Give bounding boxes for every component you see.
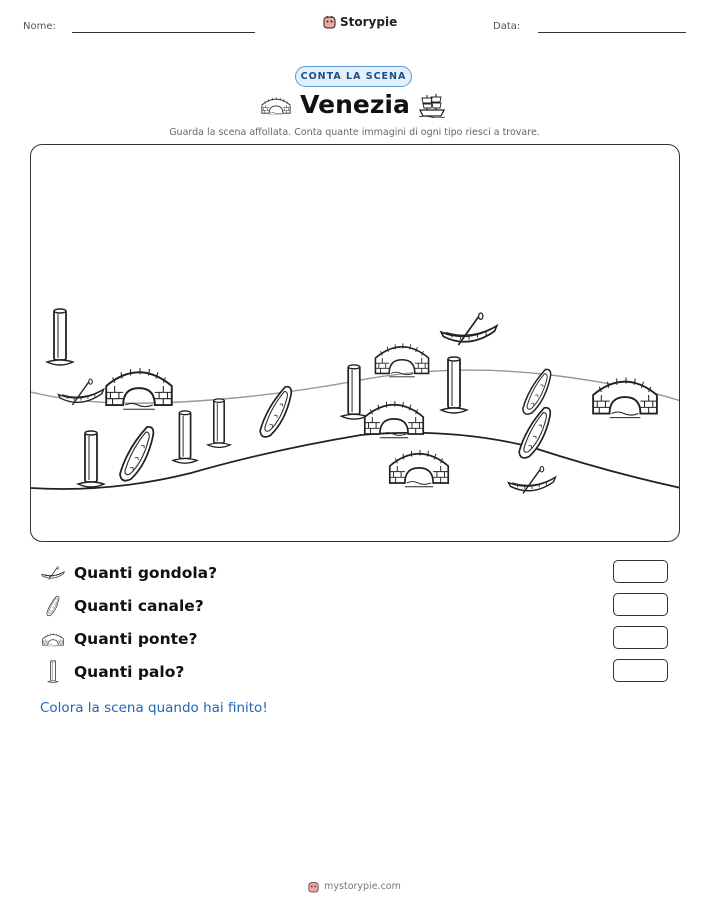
name-field[interactable] — [72, 32, 255, 33]
section-badge: CONTA LA SCENA — [295, 66, 412, 87]
question-label: Quanti palo? — [74, 663, 185, 681]
coloring-note: Colora la scena quando hai finito! — [40, 700, 268, 716]
footer-url[interactable]: mystorypie.com — [324, 881, 401, 892]
storypie-mascot-icon — [323, 14, 336, 29]
answer-box-canal[interactable] — [613, 593, 668, 616]
pole-1 — [47, 309, 73, 365]
brand-name: Storypie — [340, 14, 398, 29]
storypie-mascot-icon — [308, 880, 319, 893]
question-row-bridge — [40, 626, 670, 652]
pole-icon — [40, 661, 66, 683]
brand-logo — [323, 14, 397, 29]
bridge-icon — [40, 628, 66, 650]
answer-box-pole[interactable] — [613, 659, 668, 682]
scene-frame — [30, 144, 680, 542]
pole-4 — [208, 399, 231, 448]
answer-box-bridge[interactable] — [613, 626, 668, 649]
ship-icon — [417, 92, 447, 118]
bridge-5 — [593, 378, 657, 418]
pole-6 — [441, 357, 467, 413]
pole-3 — [173, 411, 197, 463]
canal-1 — [120, 427, 153, 481]
gondola-icon — [40, 562, 66, 584]
question-row-canal — [40, 593, 670, 619]
date-field[interactable] — [538, 32, 686, 33]
question-label: Quanti canale? — [74, 597, 204, 615]
bridge-4 — [390, 450, 448, 487]
bridge-2 — [375, 343, 428, 376]
scene-canvas — [31, 145, 680, 542]
canal-icon — [40, 595, 66, 617]
footer — [0, 880, 709, 893]
question-row-pole — [40, 659, 670, 685]
date-label: Data: — [493, 21, 521, 32]
gondola-2 — [441, 313, 496, 345]
question-label: Quanti gondola? — [74, 564, 218, 582]
gondola-3 — [509, 467, 556, 494]
question-row-gondola — [40, 560, 670, 586]
page-title: Venezia — [300, 90, 410, 119]
pole-5 — [341, 365, 366, 419]
name-label: Nome: — [23, 21, 56, 32]
pole-2 — [78, 431, 104, 487]
answer-box-gondola[interactable] — [613, 560, 668, 583]
instructions: Guarda la scena affollata. Conta quante immagini di ogni tipo riesci a trovare. — [169, 127, 540, 138]
gondola-1 — [58, 379, 103, 405]
canal-4 — [519, 408, 550, 458]
question-label: Quanti ponte? — [74, 630, 198, 648]
